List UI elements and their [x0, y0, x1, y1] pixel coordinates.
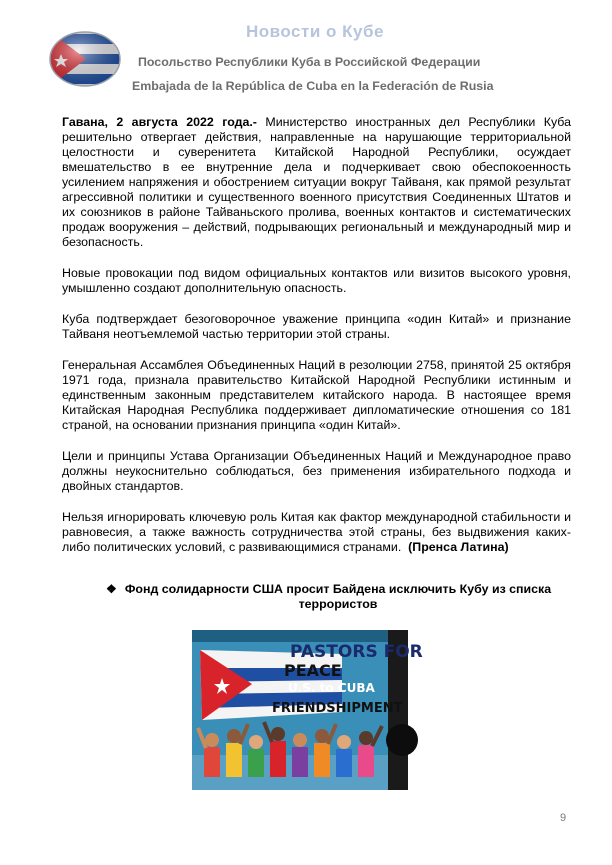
article-paragraph-5: Цели и принципы Устава Организации Объединенных Наций и Международное право должны неукоснительно соблюдаться, без применения избирательного подхода и двойных стандартов. [62, 449, 571, 493]
article-dateline: Гавана, 2 августа 2022 года.- [62, 115, 257, 129]
embassy-name-russian: Посольство Республики Куба в Российской Федерации [138, 55, 481, 69]
page-header [0, 0, 612, 110]
article-paragraph-3: Куба подтверждает безоговорочное уважение принципа «один Китай» и признание Тайваня неотъемлемой частью территории этой страны. [62, 312, 571, 341]
paragraph-text: Нельзя игнорировать ключевую роль Китая как фактор международной стабильности и равновесия, а также важность сотрудничества этой страны, без выдвижения каких-либо политических условий, с развивающимися странами. [62, 510, 571, 554]
bus-mural-image [192, 630, 423, 790]
site-title: Новости о Кубе [246, 22, 384, 41]
cuba-flag-logo-icon [48, 30, 122, 88]
headline-text: Фонд солидарности США просит Байдена исключить Кубу из списка террористов [124, 582, 552, 611]
article-paragraph-1 [62, 115, 571, 250]
photo-text-line1: PASTORS FOR [290, 642, 423, 662]
paragraph-text: Министерство иностранных дел Республики Куба решительно отвергает действия, направленные на нарушающие территориальной целостности и суверенитета Китайской Народной Республики, осуждает вмешательство в ее внутренние дела и подчеркивает свою обеспокоенность усилением напряжения и обострением ситуации вокруг Тайваня, как прямой результат агрессивной политики и существенного военного присутствия Соединенных Штатов и их союзников в районе Тайваньского пролива, военных контактов и систематических продаж вооружения – действий, подрывающих региональный и международный мир и безопасность. [62, 115, 572, 249]
photo-text-line4: FRIENDSHIPMENT [272, 701, 403, 716]
page-number: 9 [560, 812, 567, 824]
article-source: (Пренса Латина) [408, 540, 509, 554]
article-paragraph-6 [62, 510, 571, 555]
photo-text-line3: U.S. to CUBA [288, 681, 375, 695]
article-paragraph-4: Генеральная Ассамблея Объединенных Наций в резолюции 2758, принятой 25 октября 1971 года, признала правительство Китайской Народной Республики истинным и единственным законным представителем китайского народа. В настоящее время Китайская Народная Республика поддерживает дипломатические отношения со 181 страной, на основании признания принципа «один Китай». [62, 358, 571, 432]
article-paragraph-2: Новые провокации под видом официальных контактов или визитов высокого уровня, умышленно создают дополнительную опасность. [62, 266, 571, 295]
article-photo [192, 630, 423, 790]
article-body [62, 115, 571, 571]
diamond-bullet-icon: ❖ [106, 582, 117, 596]
next-article-headline [108, 582, 568, 612]
photo-text-line2: PEACE [284, 661, 342, 680]
embassy-name-spanish: Embajada de la República de Cuba en la Federación de Rusia [132, 79, 494, 93]
